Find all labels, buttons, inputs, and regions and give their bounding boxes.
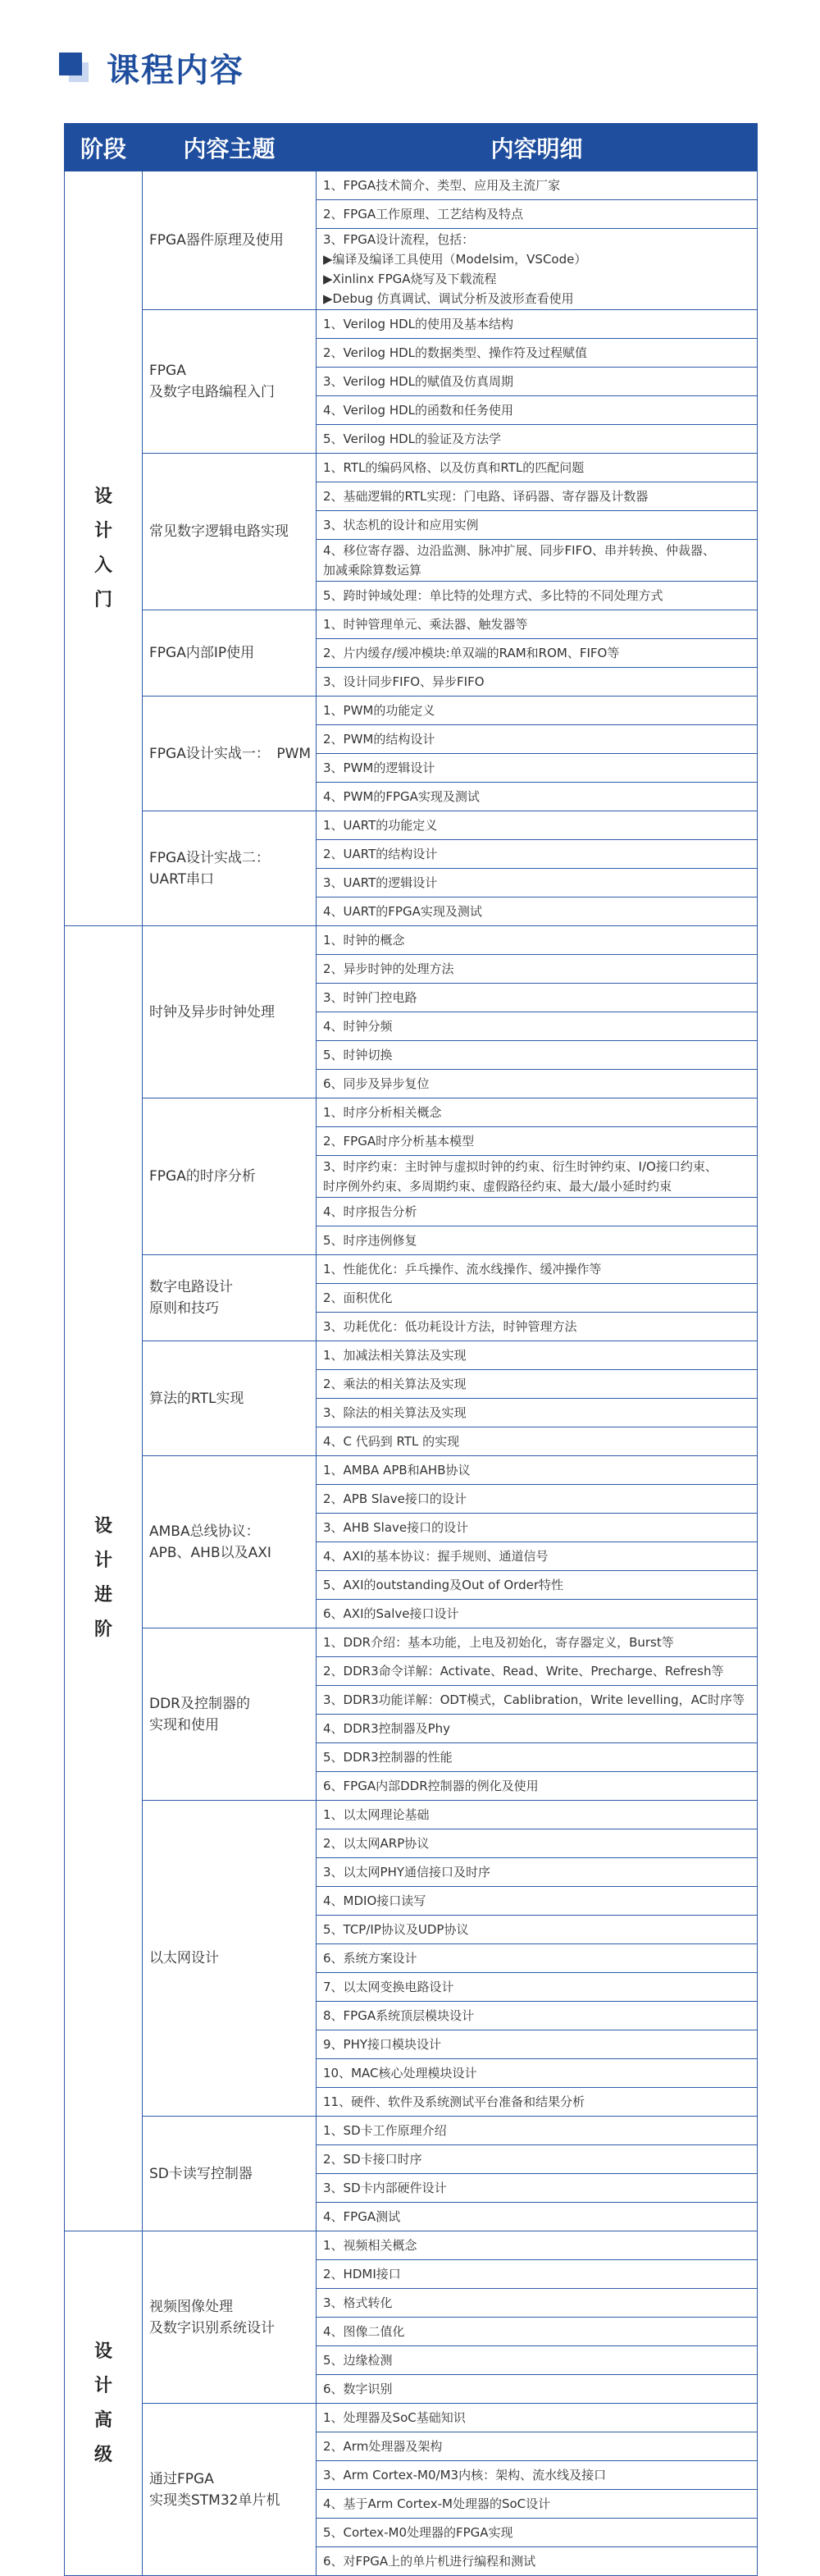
detail-line: 4、基于Arm Cortex-M处理器的SoC设计: [323, 2496, 551, 2511]
detail-cell: [317, 2375, 758, 2404]
detail-line: 6、数字识别: [323, 2382, 393, 2396]
detail-line: 3、设计同步FIFO、异步FIFO: [323, 674, 485, 689]
detail-cell: [317, 639, 758, 668]
detail-line: 3、FPGA设计流程，包括：: [323, 232, 475, 247]
detail-line: 7、以太网变换电路设计: [323, 1980, 454, 1994]
detail-cell: [317, 1341, 758, 1370]
detail-line: ▶Debug 仿真调试、调试分析及波形查看使用: [323, 291, 574, 306]
detail-cell: [317, 1255, 758, 1284]
detail-line: 1、以太网理论基础: [323, 1807, 430, 1822]
detail-cell: [317, 668, 758, 697]
stage-char: 级: [93, 2444, 112, 2465]
detail-cell: [317, 1801, 758, 1829]
detail-line: 2、以太网ARP协议: [323, 1836, 430, 1851]
detail-line: 1、视频相关概念: [323, 2238, 417, 2253]
topic-cell: [143, 926, 317, 1098]
detail-line: 3、时钟门控电路: [323, 990, 417, 1005]
detail-cell: [317, 697, 758, 725]
detail-cell: [317, 339, 758, 368]
detail-line: 2、乘法的相关算法及实现: [323, 1377, 467, 1391]
detail-line: 3、UART的逻辑设计: [323, 875, 438, 890]
detail-cell: [317, 1858, 758, 1887]
detail-cell: [317, 1012, 758, 1041]
detail-cell: [317, 1743, 758, 1772]
table-row: [65, 2231, 758, 2260]
topic-cell: [143, 1801, 317, 2117]
detail-line: 4、AXI的基本协议：握手规则、通道信号: [323, 1549, 549, 1564]
detail-cell: [317, 1916, 758, 1944]
detail-line: 6、对FPGA上的单片机进行编程和测试: [323, 2554, 536, 2569]
detail-cell: [317, 2346, 758, 2375]
detail-line: 4、UART的FPGA实现及测试: [323, 904, 482, 919]
detail-line: ▶Xinlinx FPGA烧写及下载流程: [323, 272, 497, 286]
detail-line: 3、Arm Cortex-M0/M3内核：架构、流水线及接口: [323, 2468, 607, 2482]
detail-line: 4、PWM的FPGA实现及测试: [323, 789, 480, 804]
topic-cell: [143, 1456, 317, 1628]
topic-cell: [143, 171, 317, 310]
detail-cell: [317, 2117, 758, 2145]
detail-line: ▶编译及编译工具使用（Modelsim，VSCode）: [323, 252, 587, 267]
detail-cell: [317, 1427, 758, 1456]
detail-line: 1、SD卡工作原理介绍: [323, 2123, 447, 2138]
detail-line: 2、UART的结构设计: [323, 847, 438, 861]
detail-line: 6、同步及异步复位: [323, 1076, 430, 1091]
table-row: [65, 1456, 758, 1485]
detail-cell: [317, 1070, 758, 1098]
topic-cell: [143, 310, 317, 454]
detail-line: 11、硬件、软件及系统测试平台准备和结果分析: [323, 2094, 585, 2109]
topic-title: 以太网设计: [149, 1950, 219, 1966]
detail-line: 1、性能优化：乒乓操作、流水线操作、缓冲操作等: [323, 1262, 602, 1277]
table-row: [65, 310, 758, 339]
detail-line: 2、FPGA时序分析基本模型: [323, 1134, 475, 1149]
detail-cell: [317, 1571, 758, 1600]
table-row: [65, 811, 758, 840]
detail-cell: [317, 2231, 758, 2260]
detail-line: 5、Cortex-M0处理器的FPGA实现: [323, 2525, 513, 2540]
table-row: [65, 171, 758, 200]
detail-line: 4、DDR3控制器及Phy: [323, 1721, 451, 1736]
detail-line: 4、C 代码到 RTL 的实现: [323, 1434, 460, 1449]
detail-cell: [317, 1829, 758, 1858]
detail-line: 5、Verilog HDL的验证及方法学: [323, 432, 502, 446]
detail-cell: [317, 926, 758, 955]
detail-line: 3、功耗优化：低功耗设计方法，时钟管理方法: [323, 1319, 577, 1334]
header-detail: 内容明细: [317, 124, 758, 171]
detail-line: 10、MAC核心处理模块设计: [323, 2066, 477, 2080]
detail-cell: [317, 955, 758, 984]
stage-char: 入: [93, 555, 112, 576]
topic-title: 常见数字逻辑电路实现: [149, 523, 289, 540]
detail-line: 1、DDR介绍：基本功能，上电及初始化，寄存器定义，Burst等: [323, 1635, 674, 1650]
topic-title: 视频图像处理 及数字识别系统设计: [149, 2298, 275, 2336]
detail-line: 4、Verilog HDL的函数和任务使用: [323, 403, 514, 418]
detail-line: 5、时序违例修复: [323, 1233, 417, 1248]
table-header-row: [65, 124, 758, 171]
detail-line: 3、时序约束：主时钟与虚拟时钟的约束、衍生时钟约束、I/O接口约束、: [323, 1159, 718, 1174]
detail-line: 2、HDMI接口: [323, 2267, 401, 2281]
topic-cell: [143, 2404, 317, 2576]
detail-cell: [317, 1226, 758, 1255]
detail-cell: [317, 1887, 758, 1916]
stage-char: 门: [93, 589, 112, 610]
topic-cell: [143, 811, 317, 926]
detail-cell: [317, 310, 758, 339]
stage-cell: [65, 2231, 143, 2576]
detail-cell: [317, 2145, 758, 2174]
detail-cell: [317, 2030, 758, 2059]
detail-line: 8、FPGA系统顶层模块设计: [323, 2008, 475, 2023]
detail-cell: [317, 2490, 758, 2519]
detail-cell: [317, 2203, 758, 2231]
detail-line: 5、DDR3控制器的性能: [323, 1750, 453, 1765]
detail-line: 3、状态机的设计和应用实例: [323, 518, 479, 532]
detail-cell: [317, 1156, 758, 1198]
detail-cell: [317, 1041, 758, 1070]
detail-line: 1、加减法相关算法及实现: [323, 1348, 467, 1363]
stage-char: 高: [93, 2409, 112, 2431]
stage-cell: [65, 926, 143, 2231]
detail-line: 4、时序报告分析: [323, 1204, 417, 1219]
detail-cell: [317, 897, 758, 926]
detail-line: 3、格式转化: [323, 2295, 393, 2310]
stage-char: 进: [93, 1585, 112, 1605]
detail-cell: [317, 1715, 758, 1743]
topic-cell: [143, 454, 317, 610]
topic-cell: [143, 1628, 317, 1801]
detail-cell: [317, 2088, 758, 2117]
section-header: [59, 43, 244, 92]
page-title: 课程内容: [107, 51, 244, 89]
detail-line: 6、系统方案设计: [323, 1951, 417, 1966]
detail-line: 6、FPGA内部DDR控制器的例化及使用: [323, 1779, 539, 1793]
table-row: [65, 1628, 758, 1657]
detail-line: 1、PWM的功能定义: [323, 703, 435, 718]
detail-cell: [317, 368, 758, 396]
topic-cell: [143, 1255, 317, 1341]
detail-cell: [317, 1284, 758, 1313]
topic-title: FPGA设计实战一： PWM: [149, 745, 312, 762]
detail-line: 9、PHY接口模块设计: [323, 2037, 442, 2052]
detail-line: 1、时钟管理单元、乘法器、触发器等: [323, 617, 528, 632]
detail-line: 加减乘除算数运算: [323, 563, 422, 578]
detail-line: 4、FPGA测试: [323, 2209, 401, 2224]
detail-line: 时序例外约束、多周期约束、虚假路径约束、最大/最小延时约束: [323, 1179, 672, 1194]
header-topic: 内容主题: [143, 124, 317, 171]
detail-line: 5、TCP/IP协议及UDP协议: [323, 1922, 469, 1937]
table-row: [65, 926, 758, 955]
detail-cell: [317, 1370, 758, 1399]
detail-cell: [317, 610, 758, 639]
topic-cell: [143, 610, 317, 697]
detail-cell: [317, 869, 758, 897]
detail-line: 4、图像二值化: [323, 2324, 405, 2339]
detail-cell: [317, 984, 758, 1012]
stage-char: 计: [93, 2375, 112, 2396]
detail-line: 2、面积优化: [323, 1290, 393, 1305]
detail-cell: [317, 454, 758, 482]
detail-line: 1、FPGA技术简介、类型、应用及主流厂家: [323, 178, 561, 193]
detail-line: 3、除法的相关算法及实现: [323, 1405, 467, 1420]
detail-cell: [317, 2059, 758, 2088]
title-square-icon: [59, 53, 89, 82]
detail-cell: [317, 1313, 758, 1341]
detail-cell: [317, 1600, 758, 1628]
detail-cell: [317, 1542, 758, 1571]
topic-title: 通过FPGA 实现类STM32单片机: [149, 2470, 280, 2509]
stage-char: 设: [93, 486, 112, 507]
detail-cell: [317, 1772, 758, 1801]
detail-line: 1、AMBA APB和AHB协议: [323, 1463, 471, 1478]
detail-line: 3、Verilog HDL的赋值及仿真周期: [323, 374, 514, 389]
detail-cell: [317, 1198, 758, 1226]
detail-cell: [317, 482, 758, 511]
detail-line: 2、DDR3命令详解：Activate、Read、Write、Precharge、Refresh等: [323, 1664, 724, 1679]
detail-line: 1、RTL的编码风格、以及仿真和RTL的匹配问题: [323, 460, 585, 475]
detail-line: 3、DDR3功能详解：ODT模式，Cablibration，Write levelling，AC时序等: [323, 1692, 745, 1707]
detail-line: 1、时序分析相关概念: [323, 1105, 442, 1120]
topic-title: FPGA 及数字电路编程入门: [149, 363, 275, 400]
stage-char: 设: [93, 1516, 112, 1537]
table-body: [65, 171, 758, 2576]
detail-cell: [317, 2174, 758, 2203]
detail-cell: [317, 425, 758, 454]
stage-char: 计: [93, 1551, 112, 1571]
detail-line: 2、异步时钟的处理方法: [323, 961, 454, 976]
detail-cell: [317, 540, 758, 582]
detail-line: 2、FPGA工作原理、工艺结构及特点: [323, 207, 524, 222]
topic-title: FPGA器件原理及使用: [149, 232, 284, 249]
table-row: [65, 2117, 758, 2145]
detail-line: 5、跨时钟域处理：单比特的处理方式、多比特的不同处理方式: [323, 588, 663, 603]
detail-line: 1、时钟的概念: [323, 933, 405, 948]
detail-cell: [317, 200, 758, 229]
topic-title: 算法的RTL实现: [149, 1390, 244, 1407]
header-stage: 阶段: [65, 124, 143, 171]
detail-line: 1、UART的功能定义: [323, 818, 438, 833]
detail-cell: [317, 1628, 758, 1657]
detail-line: 3、以太网PHY通信接口及时序: [323, 1865, 491, 1879]
topic-cell: [143, 1098, 317, 1255]
detail-line: 5、时钟切换: [323, 1048, 393, 1062]
detail-line: 5、AXI的outstanding及Out of Order特性: [323, 1578, 563, 1592]
topic-cell: [143, 697, 317, 811]
detail-cell: [317, 1456, 758, 1485]
topic-title: FPGA的时序分析: [149, 1168, 256, 1185]
topic-title: AMBA总线协议： APB、AHB以及AXI: [149, 1523, 271, 1561]
stage-char: 计: [93, 520, 112, 541]
table-row: [65, 454, 758, 482]
detail-cell: [317, 2289, 758, 2318]
detail-line: 4、时钟分频: [323, 1019, 393, 1034]
table-row: [65, 1255, 758, 1284]
detail-line: 2、Arm处理器及架构: [323, 2439, 443, 2454]
detail-line: 3、AHB Slave接口的设计: [323, 1520, 469, 1535]
table-row: [65, 2404, 758, 2432]
detail-line: 3、SD卡内部硬件设计: [323, 2181, 447, 2195]
table-row: [65, 1341, 758, 1370]
detail-line: 4、移位寄存器、边沿监测、脉冲扩展、同步FIFO、串并转换、仲裁器、: [323, 543, 716, 558]
detail-line: 2、Verilog HDL的数据类型、操作符及过程赋值: [323, 345, 588, 360]
detail-line: 6、AXI的Salve接口设计: [323, 1606, 459, 1621]
detail-cell: [317, 1514, 758, 1542]
detail-line: 2、SD卡接口时序: [323, 2152, 422, 2167]
detail-cell: [317, 1485, 758, 1514]
topic-title: SD卡读写控制器: [149, 2165, 253, 2182]
detail-cell: [317, 811, 758, 840]
detail-cell: [317, 783, 758, 811]
detail-cell: [317, 2547, 758, 2576]
topic-cell: [143, 2117, 317, 2231]
course-table: [64, 123, 758, 2576]
detail-cell: [317, 171, 758, 200]
detail-cell: [317, 229, 758, 310]
topic-title: FPGA设计实战二： UART串口: [149, 849, 270, 888]
detail-cell: [317, 396, 758, 425]
detail-line: 5、边缘检测: [323, 2353, 393, 2368]
detail-cell: [317, 1098, 758, 1127]
detail-cell: [317, 2002, 758, 2030]
detail-line: 1、Verilog HDL的使用及基本结构: [323, 317, 514, 331]
topic-title: FPGA内部IP使用: [149, 645, 255, 661]
detail-cell: [317, 2260, 758, 2289]
detail-line: 2、片内缓存/缓冲模块:单双端的RAM和ROM、FIFO等: [323, 646, 620, 660]
detail-cell: [317, 1127, 758, 1156]
table-row: [65, 697, 758, 725]
detail-cell: [317, 2519, 758, 2547]
table-row: [65, 1098, 758, 1127]
detail-cell: [317, 2432, 758, 2461]
detail-cell: [317, 725, 758, 754]
detail-cell: [317, 1944, 758, 1973]
detail-cell: [317, 1657, 758, 1686]
detail-cell: [317, 2404, 758, 2432]
detail-cell: [317, 1686, 758, 1715]
detail-line: 3、PWM的逻辑设计: [323, 760, 435, 775]
detail-line: 1、处理器及SoC基础知识: [323, 2410, 466, 2425]
topic-title: 时钟及异步时钟处理: [149, 1003, 275, 1021]
stage-char: 阶: [93, 1619, 112, 1640]
detail-cell: [317, 2318, 758, 2346]
topic-cell: [143, 2231, 317, 2404]
detail-cell: [317, 582, 758, 610]
table-row: [65, 610, 758, 639]
topic-cell: [143, 1341, 317, 1456]
detail-cell: [317, 2461, 758, 2490]
topic-title: 数字电路设计 原则和技巧: [149, 1279, 233, 1317]
detail-cell: [317, 754, 758, 783]
stage-char: 设: [93, 2341, 112, 2362]
detail-cell: [317, 840, 758, 869]
detail-line: 2、PWM的结构设计: [323, 732, 435, 747]
detail-cell: [317, 1973, 758, 2002]
table-row: [65, 1801, 758, 1829]
detail-line: 2、基础逻辑的RTL实现：门电路、译码器、寄存器及计数器: [323, 489, 649, 504]
topic-title: DDR及控制器的 实现和使用: [149, 1695, 250, 1733]
detail-cell: [317, 511, 758, 540]
detail-line: 2、APB Slave接口的设计: [323, 1491, 467, 1506]
stage-cell: [65, 171, 143, 926]
detail-line: 4、MDIO接口读写: [323, 1893, 426, 1908]
detail-cell: [317, 1399, 758, 1427]
